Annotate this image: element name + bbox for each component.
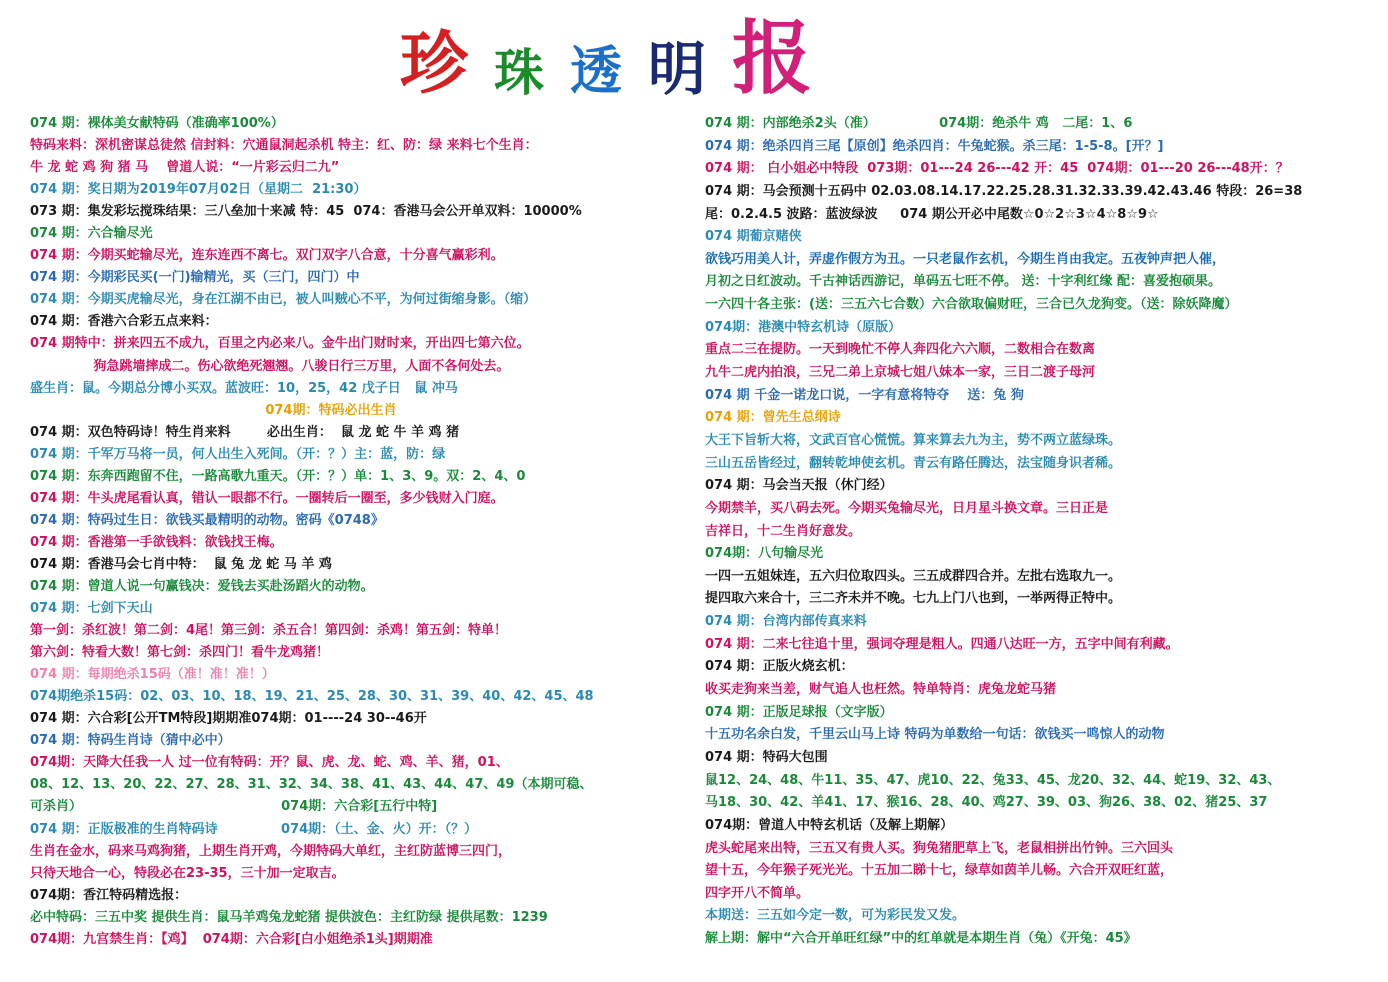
text-line: 074 期：内部绝杀2头（准） 074期：绝杀牛 鸡 二尾：1、6	[705, 116, 1133, 131]
text-line: 第一剑：杀红波！第二剑：4尾！第三剑：杀五合！第四剑：杀鸡！第五剑：特单！	[30, 623, 508, 639]
text-line: 特码来料：深机密谋总徒然 信封料：穴通鼠洞起杀机 特主：红、防：绿 来料七个生肖：	[30, 138, 538, 154]
text-line: 074 期：曾先生总纲诗	[705, 410, 841, 426]
text-line: 074 期 千金一诺龙口说，一字有意将特夺 送：兔 狗	[705, 387, 1024, 403]
text-line: 第六剑：特看大数！第七剑：杀四门！看牛龙鸡猪！	[30, 645, 330, 661]
text-line: 一六四十各主张：(送：三五六七合数）六合欲取偏财旺，三合已久龙狗变。（送：除妖降魔）	[705, 297, 1238, 313]
text-line: 073 期：集发彩坛搅珠结果：三八垒加十来减 特：45 074：香港马会公开单双料：10000%	[30, 204, 582, 220]
text-line: 074期绝杀15码：02、03、10、18、19、21、25、28、30、31、39、40、42、45、48	[30, 689, 594, 705]
text-line: 收买走狗来当差，财气追人也枉然。特单特肖：虎兔龙蛇马猪	[705, 682, 1057, 698]
text-line: 074期：九宫禁生肖：【鸡】 074期：六合彩[白小姐绝杀1头]期期准	[30, 931, 433, 947]
text-line: 074 期：特码生肖诗（猜中必中）	[30, 733, 231, 749]
text-line: 074 期：香港第一手欲钱料：欲钱找王梅。	[30, 534, 283, 550]
text-line: 074 期：马会预测十五码中 02.03.08.14.17.22.25.28.31.32.33.39.42.43.46 特段：26=38	[705, 183, 1303, 199]
text-line: 074期：曾道人中特玄机话（及解上期解）	[705, 817, 954, 833]
title-char: 珠	[494, 43, 545, 102]
text-line: 08、12、13、20、22、27、28、31、32、34、38、41、43、44、47、49（本期可稳、	[30, 777, 593, 793]
text-line: 074 期：绝杀四肖三尾【原创】绝杀四肖：牛兔蛇猴。杀三尾：1-5-8。[开？]	[705, 138, 1164, 154]
text-line: 074期：港澳中特玄机诗（原版）	[705, 319, 902, 335]
text-line: 074 期：东奔西跑留不住，一路高歌九重天。（开：？）单：1、3、9。双：2、4、0	[30, 468, 526, 484]
text-line: 解上期：解中“六合开单旺红绿”中的红单就是本期生肖（兔）《开兔：45》	[705, 931, 1137, 947]
text-line: 074 期：台湾内部传真来料	[705, 614, 867, 630]
text-line: 牛 龙 蛇 鸡 狗 猪 马 曾道人说：“一片彩云归二九”	[30, 160, 340, 176]
text-line: 074 期：今期买虎输尽光，身在江湖不由已，被人叫贼心不平，为何过街缩身影。（缩）	[30, 292, 537, 308]
text-line: 三山五岳皆经过，翻转乾坤使玄机。青云有路任腾达，法宝随身识者稀。	[705, 455, 1122, 471]
text-line: 可杀肖） 074期：六合彩[五行中特]	[30, 799, 438, 815]
text-line: 望十五，今年猴子死光光。十五加二睇十七，绿草如茵羊儿畅。六合开双旺红蓝，	[705, 863, 1174, 879]
text-line: 074 期：裸体美女献特码（准确率100%）	[30, 116, 284, 131]
text-line: 074 期：香港六合彩五点来料：	[30, 314, 218, 330]
text-line: 尾：0.2.4.5 波路：蓝波绿波 074 期公开必中尾数☆0☆2☆3☆4☆8☆9☆	[705, 206, 1159, 222]
text-line: 十五功名余白发，千里云山马上诗 特码为单数给一句话：欲钱买一鸣惊人的动物	[705, 727, 1165, 743]
text-line: 狗急跳墙摔成二。伤心欲绝死翘翘。八骏日行三万里，人面不各何处去。	[30, 358, 510, 374]
text-line: 074 期：每期绝杀15码（准！准！准！）	[30, 667, 275, 683]
text-line: 074 期：特码大包围	[705, 749, 828, 765]
text-line: 只待天地合一心，特段必在23-35，三十加一定取吉。	[30, 865, 345, 881]
text-line: 马18、30、42、羊41、17、猴16、28、40、鸡27、39、03、狗26、38、02、猪25、37	[705, 795, 1268, 811]
text-line: 074 期：正版足球报（文字版）	[705, 704, 893, 720]
text-line: 吉祥日，十二生肖好意发。	[705, 523, 862, 539]
text-line: 提四取六来合十，三二齐未并不晚。七九上门八也到，一举两得正特中。	[705, 591, 1122, 607]
title-char: 明	[648, 35, 707, 103]
text-line: 074 期：正版极准的生肖特码诗 074期：（土、金、火）开：（？）	[30, 821, 478, 837]
text-line: 074 期：曾道人说一句赢钱决：爱钱去买赴汤蹈火的动物。	[30, 578, 374, 594]
title-char: 报	[732, 11, 813, 105]
text-line: 074 期：特码过生日：欲钱买最精明的动物。密码《0748》	[30, 512, 384, 528]
left-column	[30, 113, 680, 951]
text-line: 074 期：千军万马将一员，何人出生入死间。（开：？）主：蓝，防：绿	[30, 446, 446, 462]
masthead-title	[400, 8, 813, 105]
text-line: 一四一五姐妹连，五六归位取四头。三五成群四合并。左批右选取九一。	[705, 568, 1122, 584]
text-line: 074 期：二来七往追十里，强词夺理是粗人。四通八达旺一方，五字中间有利藏。	[705, 636, 1179, 652]
text-line: 074 期：今期彩民买(一门)输精光，买（三门，四门）中	[30, 270, 360, 286]
text-line: 四字开八不简单。	[705, 885, 810, 901]
text-line: 九牛二虎内拍浪，三兄二弟上京城七姐八妹本一家，三日二渡子母河	[705, 365, 1096, 381]
text-line: 074 期：马会当天报（休门经）	[705, 478, 893, 494]
text-line: 074 期葡京赌侠	[705, 229, 802, 245]
title-char: 珍	[400, 24, 469, 104]
text-line: 074 期特中：拼来四五不成九，百里之内必来八。金牛出门财时来，开出四七第六位。	[30, 336, 530, 352]
text-line: 大王下旨斩大将，文武百官心慌慌。算来算去九为主，势不两立蓝绿珠。	[705, 432, 1122, 448]
text-line: 重点二三在提防。一天到晚忙不停人奔四化六六顺，二数相合在数离	[705, 342, 1096, 358]
text-line: 074 期：今期买蛇输尽光，连东连西不离七。双门双字八合意，十分喜气赢彩利。	[30, 248, 504, 264]
text-line: 074 期：牛头虎尾看认真，错认一眼都不行。一圈转后一圈至，多少钱财入门庭。	[30, 490, 504, 506]
text-line: 074 期：奖日期为2019年07月02日（星期二 21:30）	[30, 182, 367, 198]
text-line: 074期：天降大任我一人 过一位有特码：开？鼠、虎、龙、蛇、鸡、羊、猪，01、	[30, 755, 509, 771]
text-line: 虎头蛇尾来出特，三五又有贵人买。狗兔猪肥草上飞，老鼠相拼出竹钟。三六回头	[705, 840, 1174, 856]
text-line: 本期送：三五如今定一数，可为彩民发又发。	[705, 908, 966, 924]
text-line: 074 期：双色特码诗！特生肖来料 必出生肖： 鼠 龙 蛇 牛 羊 鸡 猪	[30, 424, 460, 440]
text-line: 074 期：香港马会七肖中特： 鼠 兔 龙 蛇 马 羊 鸡	[30, 556, 332, 572]
text-line: 今期禁羊，买八码去死。今期买兔输尽光，日月星斗换文章。三日正是	[705, 500, 1109, 516]
text-line: 074 期：六合输尽光	[30, 226, 153, 242]
text-line: 074期：特码必出生肖	[30, 402, 397, 418]
text-line: 074 期：正版火烧玄机：	[705, 659, 854, 675]
text-line: 074期：八句输尽光	[705, 546, 824, 562]
text-line: 盛生肖：鼠。今期总分博小买双。蓝波旺：10，25，42 戊子日 鼠 冲马	[30, 380, 458, 396]
text-line: 欲钱巧用美人计，弄虚作假方为丑。一只老鼠作玄机，今期生肖由我定。五夜钟声把人催，	[705, 251, 1226, 267]
title-char: 透	[570, 41, 623, 102]
text-line: 074 期：七剑下天山	[30, 601, 153, 617]
text-line: 生肖在金水，码来马鸡狗猪，上期生肖开鸡，今期特码大单红，主红防蓝博三四门，	[30, 843, 512, 859]
right-column	[705, 113, 1375, 951]
text-line: 074 期： 白小姐必中特段 073期：01---24 26---42 开：45 074期：01---20 26---48开：？	[705, 161, 1289, 177]
text-line: 074期：香江特码精选报：	[30, 887, 188, 903]
text-line: 鼠12、24、48、牛11、35、47、虎10、22、兔33、45、龙20、32、44、蛇19、32、43、	[705, 772, 1281, 788]
text-line: 必中特码：三五中奖 提供生肖：鼠马羊鸡兔龙蛇猪 提供波色：主红防绿 提供尾数：1239	[30, 909, 548, 925]
text-line: 月初之日红波动。千古神话西游记，单码五七旺不停。 送：十字利红缘 配：喜爱抱硕果。	[705, 274, 1222, 290]
text-line: 074 期：六合彩[公开TM特段]期期准074期：01----24 30--46开	[30, 711, 427, 727]
